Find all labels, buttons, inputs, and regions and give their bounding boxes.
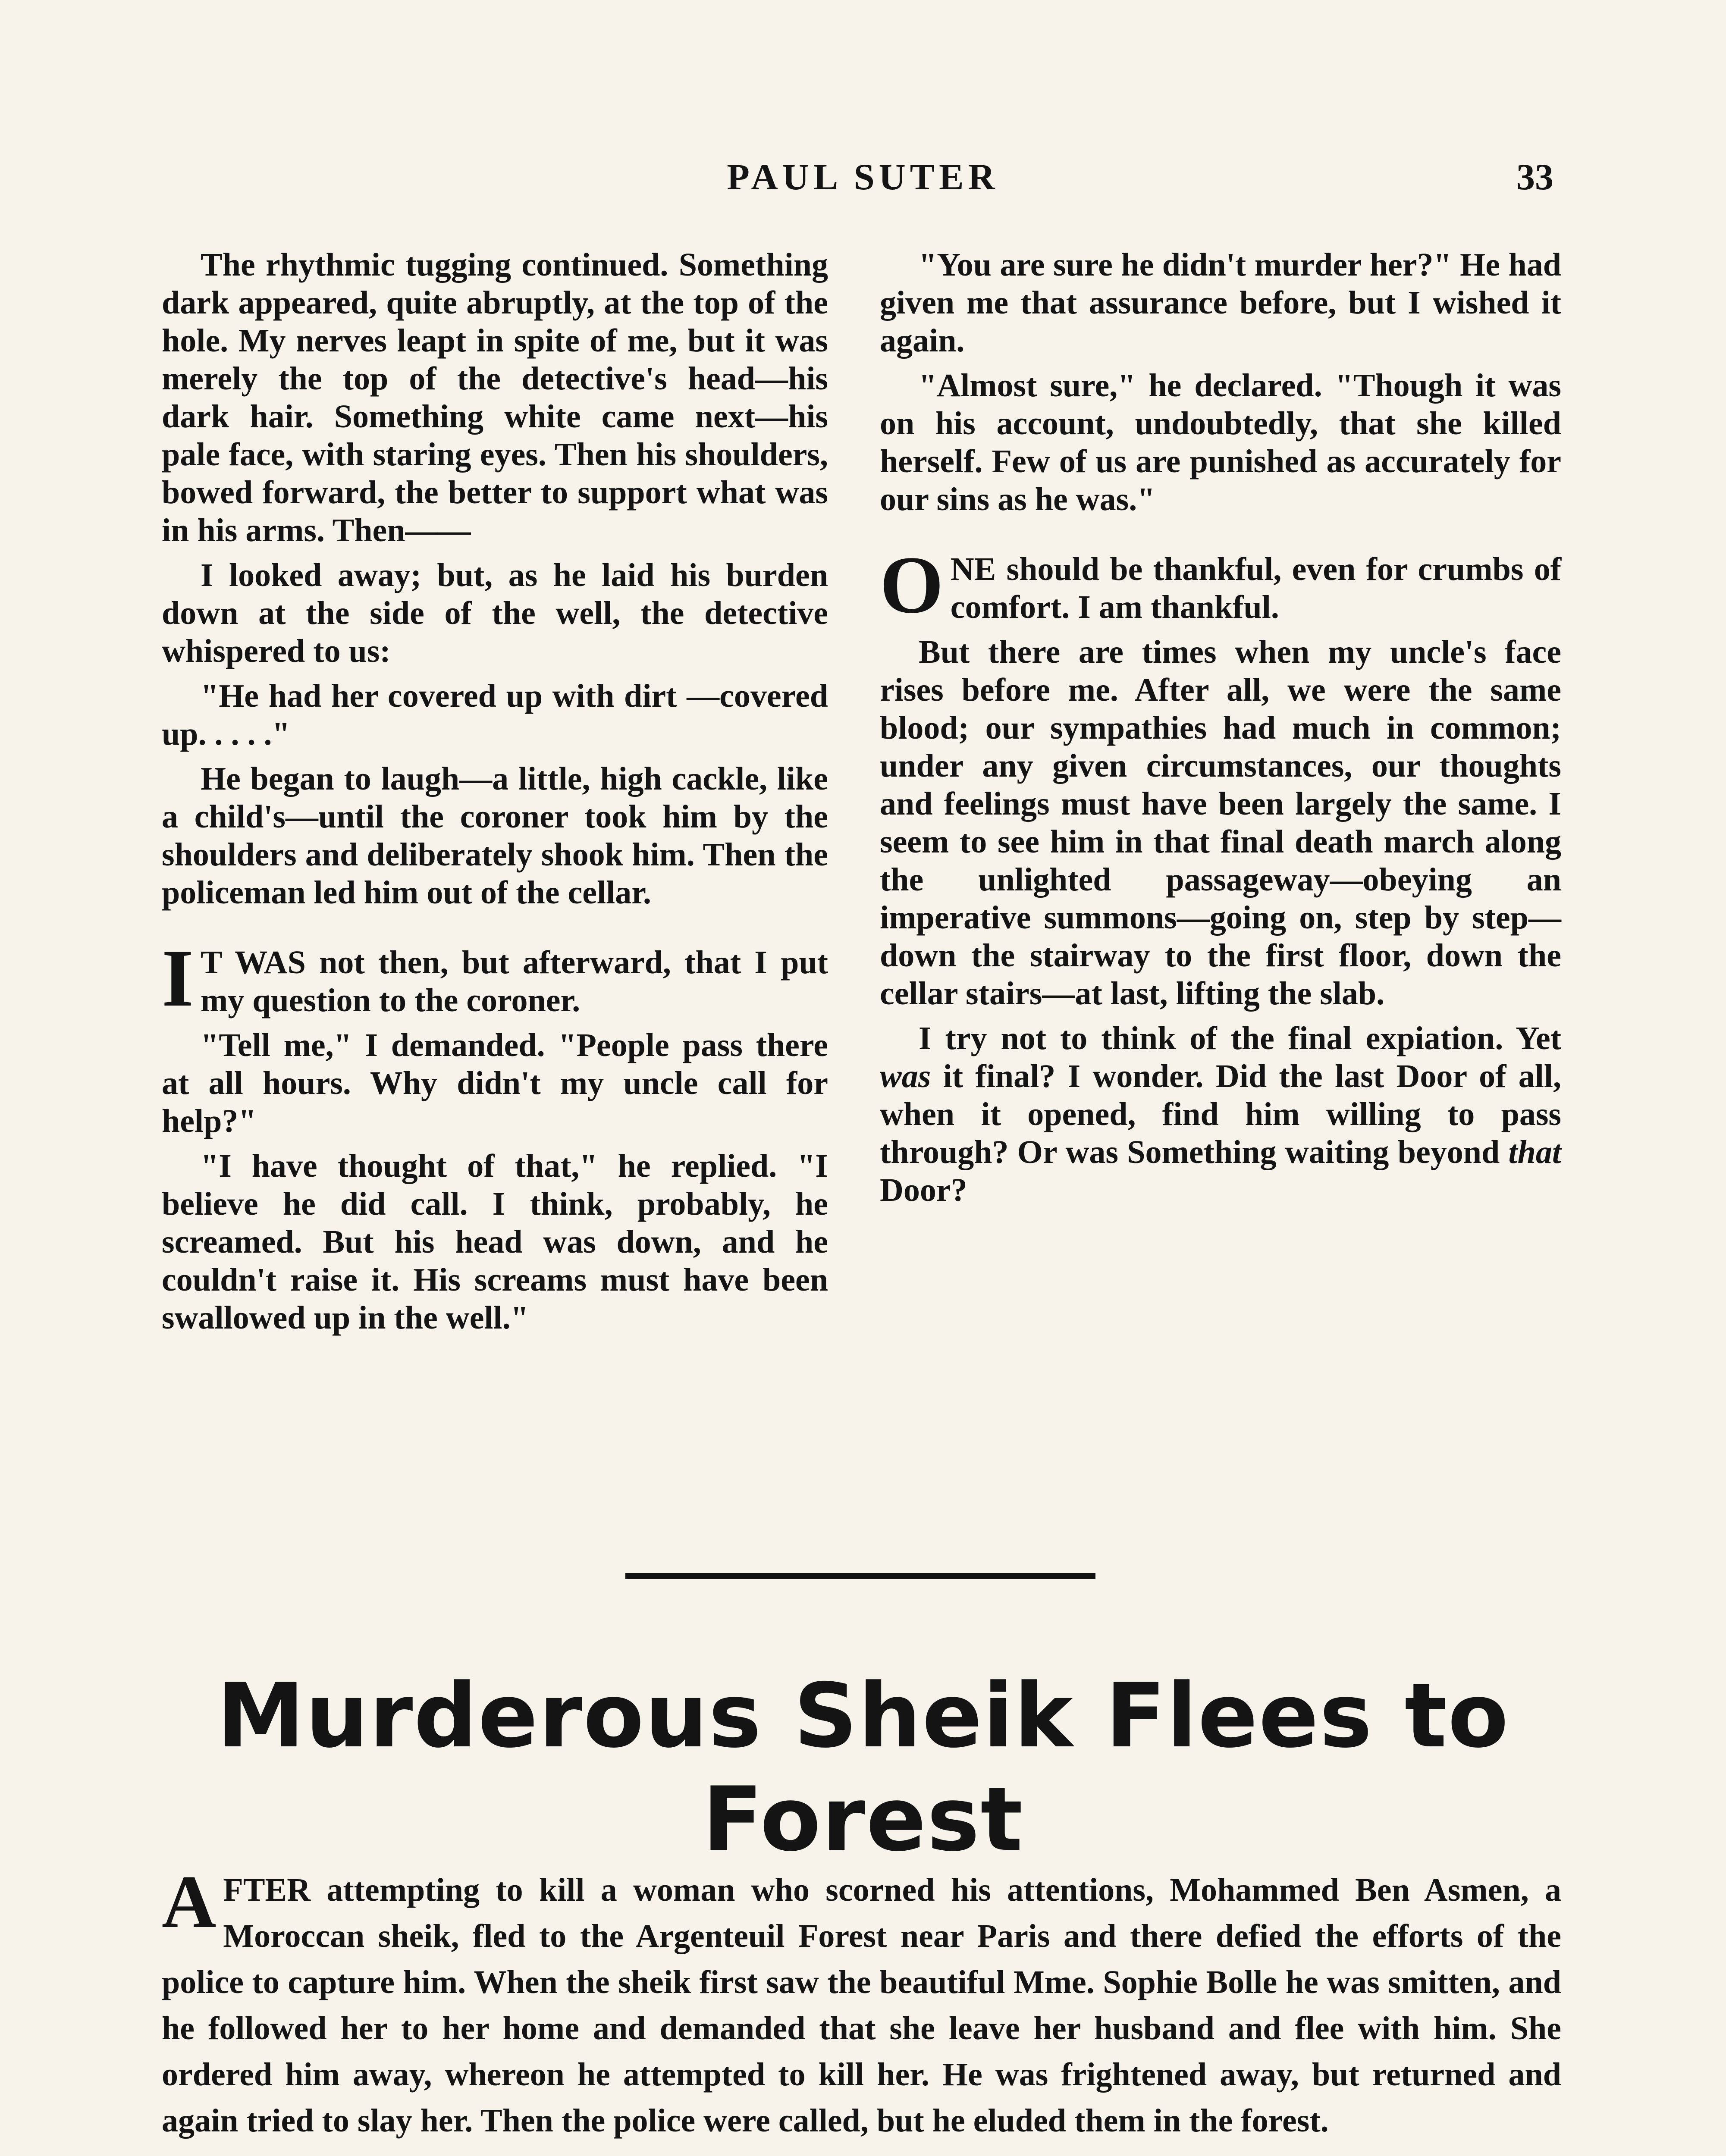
section-opening-paragraph [880, 540, 1561, 630]
paragraph: "I have thought of that," he replied. "I believe he did call. I think, probably, he screamed. But his head was down, and he couldn't raise it. His screams must have been swallowed up in the well." [162, 1148, 828, 1336]
section-divider-rule [625, 1573, 1095, 1579]
section-opening-text: NE should be thankful, even for crumbs of comfort. I am thankful. [950, 551, 1561, 625]
paragraph: I looked away; but, as he laid his burden down at the side of the well, the detective whispered to us: [162, 557, 828, 669]
paragraph: But there are times when my uncle's face rises before me. After all, we were the same blood; our sympathies had much in common; under any given circumstances, our thoughts and feelings must have been largely the same. I seem to see him in that final death march along the unlighted passageway—obeying an imperative summons—going on, step by step—down the stairway to the first floor, down the cellar stairs—at last, lifting the slab. [880, 634, 1561, 1012]
left-column [162, 246, 828, 1344]
section-opening-paragraph [162, 933, 828, 1024]
page-number: 33 [1516, 156, 1553, 197]
drop-cap: O [880, 540, 944, 630]
article-headline: Murderous Sheik Flees to Forest [217, 1665, 1509, 1871]
article-body [162, 1860, 1561, 2144]
drop-cap: A [162, 1860, 217, 1943]
right-column [880, 246, 1561, 1216]
section-opening-text: T WAS not then, but afterward, that I put my question to the coroner. [200, 944, 828, 1018]
paragraph: "He had her covered up with dirt —covered up. . . . ." [162, 678, 828, 752]
emphasis: was [880, 1058, 931, 1094]
drop-cap: I [162, 933, 194, 1024]
paragraph: The rhythmic tugging continued. Something dark appeared, quite abruptly, at the top of the hole. My nerves leapt in spite of me, but it was merely the top of the detective's head—his dark hair. Something white came next—his pale face, with staring eyes. Then his shoulders, bowed forward, the better to support what was in his arms. Then—— [162, 247, 828, 548]
paragraph: "You are sure he didn't murder her?" He had given me that assurance before, but I wished it again. [880, 247, 1561, 359]
paragraph: He began to laugh—a little, high cackle, like a child's—until the coroner took him by the shoulders and deliberately shook him. Then the policeman led him out of the cellar. [162, 761, 828, 911]
page-header [0, 155, 1726, 207]
article-body-text: FTER attempting to kill a woman who scorned his attentions, Mohammed Ben Asmen, a Moroccan sheik, fled to the Argenteuil Forest near Paris and there defied the efforts of the police to capture him. When the sheik first saw the beautiful Mme. Sophie Bolle he was smitten, and he followed her to her home and demanded that she leave her husband and flee with him. She ordered him away, whereon he attempted to kill her. He was frightened away, but returned and again tried to slay her. Then the police were called, but he eluded them in the forest. [162, 1872, 1561, 2139]
paragraph: "Tell me," I demanded. "People pass there at all hours. Why didn't my uncle call for help?" [162, 1027, 828, 1139]
running-head: PAUL SUTER [727, 156, 999, 197]
paragraph: "Almost sure," he declared. "Though it was on his account, undoubtedly, that she killed herself. Few of us are punished as accurately for our sins as he was." [880, 367, 1561, 517]
closing-paragraph: I try not to think of the final expiation. Yet was it final? I wonder. Did the last Door of all, when it opened, find him willing to pass through? Or was Something waiting beyond that Door? [880, 1020, 1561, 1208]
emphasis: that [1508, 1134, 1561, 1170]
